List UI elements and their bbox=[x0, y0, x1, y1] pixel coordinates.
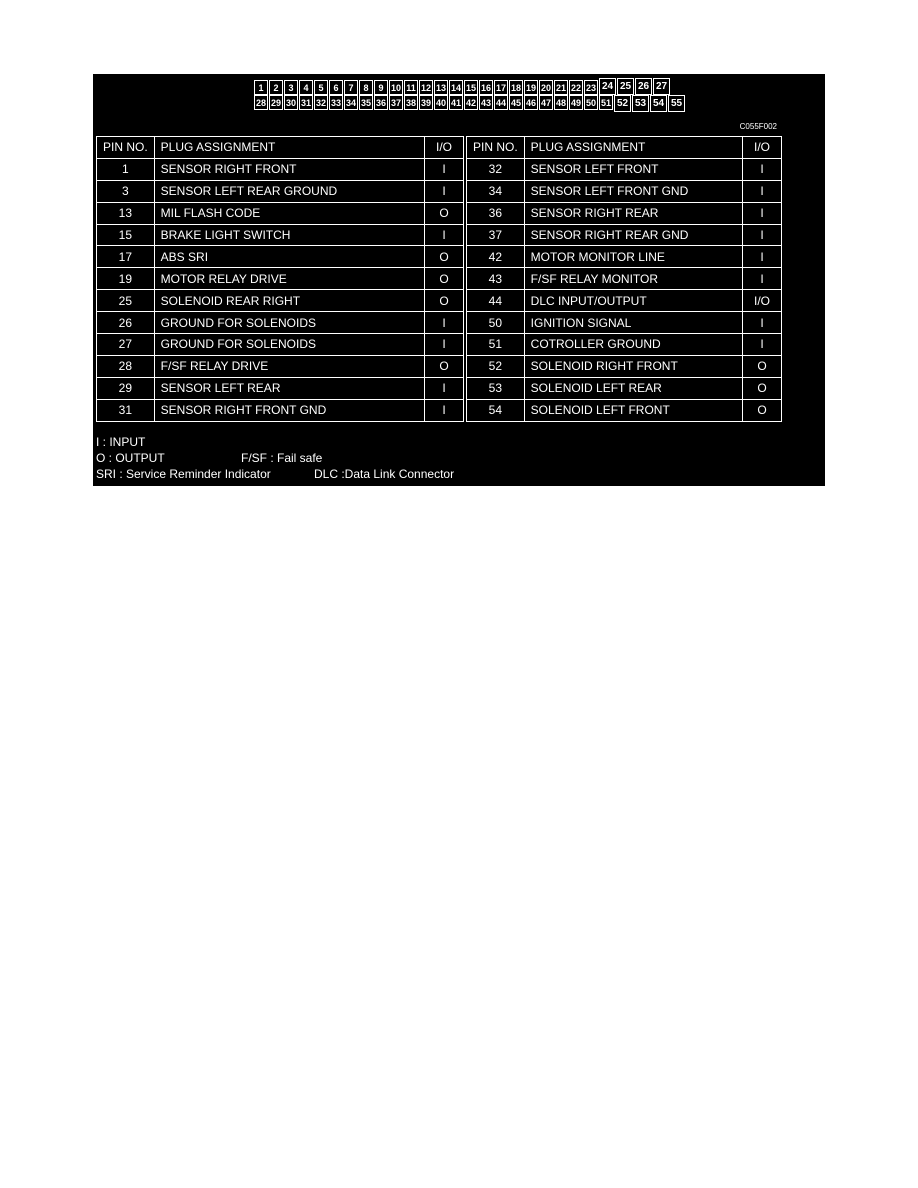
connector-pin: 26 bbox=[635, 78, 652, 95]
table-row bbox=[467, 312, 782, 334]
cell-io: I bbox=[425, 312, 464, 334]
connector-pin: 54 bbox=[650, 95, 667, 112]
cell-io: I bbox=[743, 334, 782, 356]
connector-pin: 24 bbox=[599, 78, 616, 95]
figure-code: C055F002 bbox=[739, 122, 777, 131]
cell-io: I/O bbox=[743, 290, 782, 312]
connector-pin: 9 bbox=[374, 80, 388, 95]
connector-pin: 46 bbox=[524, 95, 538, 110]
cell-io: O bbox=[425, 290, 464, 312]
header-io: I/O bbox=[743, 137, 782, 159]
connector-pin: 37 bbox=[389, 95, 403, 110]
cell-assignment: GROUND FOR SOLENOIDS bbox=[154, 312, 424, 334]
cell-assignment: SENSOR RIGHT FRONT bbox=[154, 158, 424, 180]
cell-io: I bbox=[743, 180, 782, 202]
cell-assignment: COTROLLER GROUND bbox=[524, 334, 742, 356]
cell-pin: 44 bbox=[467, 290, 525, 312]
table-row bbox=[467, 290, 782, 312]
table-row bbox=[97, 158, 464, 180]
cell-io: I bbox=[743, 158, 782, 180]
cell-io: O bbox=[743, 399, 782, 421]
legend-input: I : INPUT bbox=[96, 435, 146, 449]
connector-pin: 18 bbox=[509, 80, 523, 95]
connector-pin: 39 bbox=[419, 95, 433, 110]
connector-pin: 19 bbox=[524, 80, 538, 95]
cell-assignment: F/SF RELAY MONITOR bbox=[524, 268, 742, 290]
connector-pin: 22 bbox=[569, 80, 583, 95]
cell-assignment: MOTOR MONITOR LINE bbox=[524, 246, 742, 268]
cell-assignment: SENSOR RIGHT FRONT GND bbox=[154, 399, 424, 421]
connector-pin: 28 bbox=[254, 95, 268, 110]
connector-pin: 40 bbox=[434, 95, 448, 110]
connector-pin: 30 bbox=[284, 95, 298, 110]
connector-pin: 11 bbox=[404, 80, 418, 95]
header-pin: PIN NO. bbox=[467, 137, 525, 159]
cell-assignment: SOLENOID LEFT FRONT bbox=[524, 399, 742, 421]
connector-pin: 20 bbox=[539, 80, 553, 95]
cell-io: O bbox=[425, 355, 464, 377]
cell-pin: 52 bbox=[467, 355, 525, 377]
cell-pin: 1 bbox=[97, 158, 155, 180]
connector-pin: 32 bbox=[314, 95, 328, 110]
cell-assignment: SENSOR LEFT REAR bbox=[154, 377, 424, 399]
cell-assignment: SOLENOID LEFT REAR bbox=[524, 377, 742, 399]
cell-assignment: F/SF RELAY DRIVE bbox=[154, 355, 424, 377]
cell-io: I bbox=[425, 334, 464, 356]
pin-table-left bbox=[96, 136, 464, 422]
connector-pin-row-2 bbox=[254, 95, 686, 112]
connector-pin: 4 bbox=[299, 80, 313, 95]
cell-assignment: DLC INPUT/OUTPUT bbox=[524, 290, 742, 312]
connector-pin: 48 bbox=[554, 95, 568, 110]
connector-pin: 8 bbox=[359, 80, 373, 95]
connector-pin: 36 bbox=[374, 95, 388, 110]
cell-io: I bbox=[425, 224, 464, 246]
connector-pin: 35 bbox=[359, 95, 373, 110]
table-row bbox=[97, 202, 464, 224]
connector-pin: 49 bbox=[569, 95, 583, 110]
connector-pin: 7 bbox=[344, 80, 358, 95]
cell-pin: 42 bbox=[467, 246, 525, 268]
table-row bbox=[97, 312, 464, 334]
cell-io: O bbox=[425, 246, 464, 268]
cell-assignment: SOLENOID REAR RIGHT bbox=[154, 290, 424, 312]
cell-pin: 43 bbox=[467, 268, 525, 290]
table-row bbox=[97, 290, 464, 312]
connector-pin: 33 bbox=[329, 95, 343, 110]
connector-pin: 42 bbox=[464, 95, 478, 110]
cell-assignment: GROUND FOR SOLENOIDS bbox=[154, 334, 424, 356]
table-row bbox=[467, 202, 782, 224]
cell-assignment: MOTOR RELAY DRIVE bbox=[154, 268, 424, 290]
connector-pin: 2 bbox=[269, 80, 283, 95]
table-row bbox=[97, 334, 464, 356]
cell-pin: 26 bbox=[97, 312, 155, 334]
cell-io: O bbox=[743, 377, 782, 399]
connector-pin: 14 bbox=[449, 80, 463, 95]
connector-pin-row-1 bbox=[254, 78, 671, 95]
connector-pin: 55 bbox=[668, 95, 685, 112]
connector-pin: 38 bbox=[404, 95, 418, 110]
header-assignment: PLUG ASSIGNMENT bbox=[154, 137, 424, 159]
cell-assignment: ABS SRI bbox=[154, 246, 424, 268]
connector-pin: 41 bbox=[449, 95, 463, 110]
cell-assignment: IGNITION SIGNAL bbox=[524, 312, 742, 334]
cell-assignment: SENSOR LEFT FRONT bbox=[524, 158, 742, 180]
table-row bbox=[467, 334, 782, 356]
cell-pin: 19 bbox=[97, 268, 155, 290]
table-row bbox=[467, 224, 782, 246]
table-row bbox=[467, 377, 782, 399]
legend-failsafe: F/SF : Fail safe bbox=[241, 451, 323, 465]
connector-pin: 31 bbox=[299, 95, 313, 110]
table-row bbox=[467, 246, 782, 268]
cell-pin: 17 bbox=[97, 246, 155, 268]
connector-pin: 5 bbox=[314, 80, 328, 95]
cell-io: I bbox=[743, 246, 782, 268]
connector-pin: 25 bbox=[617, 78, 634, 95]
table-row bbox=[97, 377, 464, 399]
connector-pin: 3 bbox=[284, 80, 298, 95]
cell-assignment: SENSOR LEFT REAR GROUND bbox=[154, 180, 424, 202]
table-row bbox=[467, 268, 782, 290]
cell-pin: 50 bbox=[467, 312, 525, 334]
table-row bbox=[97, 224, 464, 246]
connector-pin: 16 bbox=[479, 80, 493, 95]
table-row bbox=[97, 268, 464, 290]
cell-assignment: SENSOR LEFT FRONT GND bbox=[524, 180, 742, 202]
connector-pin: 27 bbox=[653, 78, 670, 95]
header-pin: PIN NO. bbox=[97, 137, 155, 159]
cell-pin: 34 bbox=[467, 180, 525, 202]
connector-pin: 23 bbox=[584, 80, 598, 95]
connector-diagram-panel bbox=[93, 74, 825, 486]
table-row bbox=[97, 246, 464, 268]
cell-assignment: SENSOR RIGHT REAR GND bbox=[524, 224, 742, 246]
connector-pin: 52 bbox=[614, 95, 631, 112]
cell-io: I bbox=[425, 399, 464, 421]
connector-pin: 13 bbox=[434, 80, 448, 95]
cell-io: O bbox=[743, 355, 782, 377]
cell-io: I bbox=[425, 180, 464, 202]
cell-io: O bbox=[425, 268, 464, 290]
table-row bbox=[97, 180, 464, 202]
cell-assignment: MIL FLASH CODE bbox=[154, 202, 424, 224]
connector-pin: 6 bbox=[329, 80, 343, 95]
cell-io: O bbox=[425, 202, 464, 224]
connector-pin: 50 bbox=[584, 95, 598, 110]
cell-pin: 31 bbox=[97, 399, 155, 421]
cell-pin: 32 bbox=[467, 158, 525, 180]
cell-io: I bbox=[425, 377, 464, 399]
cell-pin: 27 bbox=[97, 334, 155, 356]
cell-pin: 36 bbox=[467, 202, 525, 224]
table-row bbox=[467, 158, 782, 180]
connector-pin: 15 bbox=[464, 80, 478, 95]
connector-pin: 43 bbox=[479, 95, 493, 110]
cell-assignment: SENSOR RIGHT REAR bbox=[524, 202, 742, 224]
connector-pin: 53 bbox=[632, 95, 649, 112]
legend bbox=[96, 434, 454, 482]
cell-pin: 13 bbox=[97, 202, 155, 224]
cell-io: I bbox=[425, 158, 464, 180]
connector-pin: 45 bbox=[509, 95, 523, 110]
connector-pin: 17 bbox=[494, 80, 508, 95]
connector-pin: 44 bbox=[494, 95, 508, 110]
table-row bbox=[97, 355, 464, 377]
legend-output: O : OUTPUT bbox=[96, 451, 165, 465]
cell-pin: 51 bbox=[467, 334, 525, 356]
header-io: I/O bbox=[425, 137, 464, 159]
cell-io: I bbox=[743, 312, 782, 334]
table-row bbox=[97, 399, 464, 421]
cell-io: I bbox=[743, 202, 782, 224]
connector-pin: 29 bbox=[269, 95, 283, 110]
connector-pin: 12 bbox=[419, 80, 433, 95]
table-row bbox=[467, 355, 782, 377]
table-header bbox=[97, 137, 464, 159]
table-row bbox=[467, 399, 782, 421]
connector-pin: 1 bbox=[254, 80, 268, 95]
cell-pin: 25 bbox=[97, 290, 155, 312]
cell-pin: 29 bbox=[97, 377, 155, 399]
cell-pin: 54 bbox=[467, 399, 525, 421]
cell-io: I bbox=[743, 268, 782, 290]
table-row bbox=[467, 180, 782, 202]
header-assignment: PLUG ASSIGNMENT bbox=[524, 137, 742, 159]
cell-assignment: SOLENOID RIGHT FRONT bbox=[524, 355, 742, 377]
cell-pin: 53 bbox=[467, 377, 525, 399]
cell-pin: 15 bbox=[97, 224, 155, 246]
cell-pin: 37 bbox=[467, 224, 525, 246]
connector-pin: 51 bbox=[599, 95, 613, 110]
cell-pin: 3 bbox=[97, 180, 155, 202]
cell-io: I bbox=[743, 224, 782, 246]
legend-dlc: DLC :Data Link Connector bbox=[314, 467, 455, 481]
cell-assignment: BRAKE LIGHT SWITCH bbox=[154, 224, 424, 246]
table-header bbox=[467, 137, 782, 159]
connector-pin: 34 bbox=[344, 95, 358, 110]
pin-table-right bbox=[466, 136, 782, 422]
connector-pin: 21 bbox=[554, 80, 568, 95]
cell-pin: 28 bbox=[97, 355, 155, 377]
connector-pin: 10 bbox=[389, 80, 403, 95]
connector-pin: 47 bbox=[539, 95, 553, 110]
legend-sri: SRI : Service Reminder Indicator bbox=[96, 467, 271, 481]
